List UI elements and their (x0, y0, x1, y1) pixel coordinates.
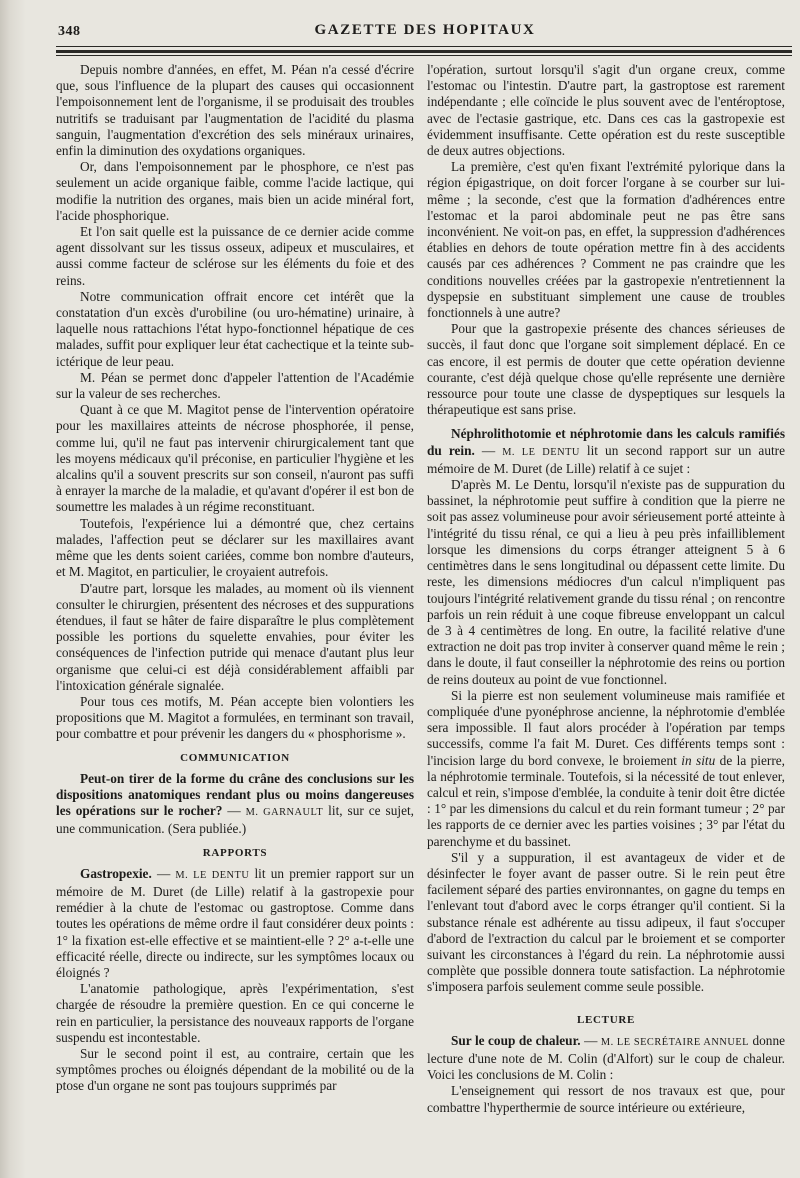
paragraph (427, 688, 785, 850)
gastropexie-paragraph (56, 866, 414, 981)
paragraph: L'enseignement qui ressort de nos travaux est que, pour combattre l'hyperthermie de source intérieure ou extérieure, (427, 1083, 785, 1115)
paragraph: D'après M. Le Dentu, lorsqu'il n'existe pas de suppuration du bassinet, la néphrotomie peut suffire à condition que la pierre ne soit pas assez volumineuse pour avoir sérieusement porté atteinte à l'intégrité du tissu rénal, ce qui a lieu à peu près infailliblement lorsque les dimensions du corps étranger atteignent 5 à 6 centimètres dans le sens longitudinal ou dépassent cette limite. Du reste, les dimensions médiocres d'un calcul n'impliquent pas toujours l'intégrité relativement grande du tissu rénal ; on rencontre parfois un rein réduit à une coque fibreuse enveloppant un calcul de 3 à 4 centimètres de long. En outre, la facilité relative d'une extraction ne doit pas trop inviter à conserver quand même le rein ; dans le doute, il faut conseiller la néphrotomie des reins ou portion de reins douteux au point de vue fonctionnel. (427, 477, 785, 687)
section-heading-rapports: RAPPORTS (202, 846, 268, 859)
article-lead: Sur le coup de chaleur. (451, 1032, 581, 1048)
paragraph-text: lit, sur ce sujet, une communication. (Sera publiée.) (56, 803, 414, 837)
paragraph-text: lit un second rapport sur un autre mémoire de M. Duret (de Lille) relatif à ce sujet : (427, 442, 785, 476)
section-heading-lecture: LECTURE (576, 1013, 636, 1026)
left-column (56, 62, 414, 1095)
dash: — (222, 803, 246, 819)
paragraph: Et l'on sait quelle est la puissance de ce dernier acide comme agent dissolvant sur les tissus osseux, adipeux et musculaires, et aussi comme facteur de sclérose sur les éléments du foie et des reins. (56, 224, 414, 288)
speaker-name: M. LE DENTU (502, 446, 580, 458)
paragraph-text: de la pierre, la néphrotomie terminale. Toutefois, si la nécessité de tout enlever, calcul et rein, s'impose d'emblée, la conduite à tenir doit être dictée : 1° par les dimensions du calcul et du rein formant tumeur ; 2° par les rapports de ce dernier avec les parties voisines ; 3° par l'état du parenchyme et du bassinet. (427, 752, 785, 849)
paragraph: Toutefois, l'expérience lui a démontré que, chez certains malades, l'affection peut se déclarer sur les maxillaires avant même que les dents soient cariées, comme bon nombre d'auteurs, et M. Magitot, en particulier, le croyaient autrefois. (56, 515, 414, 580)
communication-paragraph (56, 771, 414, 838)
paragraph: Quant à ce que M. Magitot pense de l'intervention opératoire pour les maxillaires atteints de nécrose phosphorée, il pense, comme lui, qu'il ne faut pas intervenir chirurgicalement tant que les moyens médicaux qu'il préconise, en particulier l'hygiène et les alcalins qu'il a souvent prescrits sur son conseil, n'auront pas suffi à enrayer la marche de la maladie, et qu'avant d'opérer il est bon de soumettre les malades à un régime reconstituant. (56, 402, 414, 515)
paragraph: D'autre part, lorsque les malades, au moment où ils viennent consulter le chirurgien, présentent des nécroses et des suppurations étendues, il faut se hâter de faire disparaître le plus complètement possible les portions du squelette envahies, pour éviter les conséquences de l'infection putride qui menace d'autant plus leur organisme que celui-ci est déjà considérablement affaibli par l'intoxication générale signalée. (56, 580, 414, 693)
dash: — (474, 442, 503, 458)
paragraph: Sur le second point il est, au contraire, certain que les symptômes proches ou éloignés dépendant de la mobilité ou de la ptose d'un organe ne sont pas toujours supprimés par (56, 1045, 414, 1094)
speaker-name: M. LE SECRÉTAIRE ANNUEL (600, 1036, 750, 1048)
paragraph-text: lit un premier rapport sur un mémoire de M. Duret (de Lille) relatif à la gastropexie pour remédier à la chute de l'estomac ou gastroptose. Comme dans toutes les opérations de même ordre il faut considérer deux points : 1° la fixation est-elle effective et se maintient-elle ? 2° a-t-elle une efficacité réelle, directe ou indirecte, sur les symptômes locaux ou éloignés ? (56, 865, 414, 980)
continued-paragraph: l'opération, surtout lorsqu'il s'agit d'un organe creux, comme l'estomac ou l'intestin. D'autre part, la gastroptose est rarement indépendante ; elle coïncide le plus souvent avec de l'entéroptose, avec de l'ectasie gastrique, etc. Dans ces cas la gastropexie est évidemment insuffisante. Cette opération est du reste susceptible de deux autres objections. (427, 62, 785, 159)
nephrolithotomie-paragraph (427, 426, 785, 477)
paragraph-text: Si la pierre est non seulement volumineuse mais ramifiée et compliquée d'une pyonéphrose ancienne, la néphrotomie d'emblée sera impossible. Il faut alors procéder à l'opération par temps successifs, comme l'a fait M. Duret. Ces différents temps sont : l'incision large du bord convexe, le broiement (427, 687, 785, 768)
article-lead: Néphrolithotomie et néphrotomie dans les calculs ramifiés du rein. (427, 426, 785, 458)
paragraph: L'anatomie pathologique, après l'expérimentation, s'est chargée de résoudre la première question. En ce qui concerne le rein en particulier, la persistance des nouveaux rapports de l'organe suspendu est incontestable. (56, 981, 414, 1045)
article-lead: Peut-on tirer de la forme du crâne des conclusions sur les dispositions anatomiques rendant plus ou moins dangereuses les opérations sur le rocher? (56, 770, 414, 819)
section-heading-communication: COMMUNICATION (180, 751, 290, 764)
speaker-name: M. LE DENTU (175, 869, 250, 881)
paragraph: Pour que la gastropexie présente des chances sérieuses de succès, il faut donc que l'organe soit simplement déplacé. En ce cas encore, il est permis de douter que cette opération devienne courante, c'est déjà quelque chose qu'elle représente une dernière ressource pour toute une classe de dyspeptiques sur lesquels la thérapeutique est sans prise. (427, 321, 785, 418)
paragraph: La première, c'est qu'en fixant l'extrémité pylorique dans la région épigastrique, on doit forcer l'organe à se courber sur lui-même ; la seconde, c'est que la formation d'adhérences entre l'estomac et la paroi abdominale peut ne pas être sans inconvénient. Ne voit-on pas, en effet, la suppression d'adhérences établies en dehors de toute opération mettre fin à des accidents causés par ces adhérences ? Comment ne pas craindre que les conditions nouvelles créées par la gastropexie n'entretiennent la dyspepsie en substituant simplement une cause de troubles fonctionnels à une autre? (427, 159, 785, 321)
paragraph: Notre communication offrait encore cet intérêt que la constatation d'un excès d'urobiline (ou uro-hématine) urinaire, à laquelle nous rattachions l'état hypo-fonctionnel hépatique de ces malades, suffit pour expliquer leur état cachectique et la teinte sub-ictérique de leur peau. (56, 288, 414, 369)
header-rule-thick (56, 50, 792, 53)
lecture-paragraph (427, 1033, 785, 1084)
speaker-name: M. GARNAULT (245, 807, 324, 819)
article-lead: Gastropexie. (80, 865, 152, 881)
header-rule-top (56, 46, 792, 47)
dash: — (580, 1032, 601, 1048)
paragraph: Or, dans l'empoisonnement par le phosphore, ce n'est pas seulement un acide organique faible, comme l'acide lactique, qui modifie la nutrition des organes, mais bien un acide minéral fort, l'acide phosphorique. (56, 159, 414, 223)
italic-term: in situ (681, 752, 716, 768)
paragraph: Pour tous ces motifs, M. Péan accepte bien volontiers les propositions que M. Magitot a formulées, en terminant son travail, pour combattre et pour prévenir les dangers du « phosphorisme ». (56, 693, 414, 742)
dash: — (151, 865, 176, 881)
paragraph-text: donne lecture d'une note de M. Colin (d'Alfort) sur le coup de chaleur. Voici les conclusions de M. Colin : (427, 1032, 785, 1083)
paragraph: S'il y a suppuration, il est avantageux de vider et de désinfecter le foyer avant de passer outre. Si le rein peut être facilement séparé des parties environnantes, on gagne du temps en l'enlevant tout d'abord avec le corps étranger qu'il contient. Si la substance rénale est adhérente au tissu adipeux, il faut s'occuper d'abord de l'extraction du calcul par le broiement et se comporter suivant les circonstances à l'égard du rein. La néphrotomie aussi complète que possible donnera toute satisfaction. La néphrotomie s'imposera parfois seulement comme seule possible. (427, 849, 785, 995)
right-column (427, 62, 785, 1116)
page-number: 348 (58, 24, 81, 39)
newspaper-title: GAZETTE DES HOPITAUX (314, 22, 536, 38)
paragraph: Depuis nombre d'années, en effet, M. Péan n'a cessé d'écrire que, sous l'influence de la plupart des causes qui occasionnent l'empoisonnement lent de l'organisme, il se produisait des troubles nutritifs se traduisant par l'augmentation de l'acidité du plasma sanguin, l'augmentation d'excrétion des sels minéraux urinaires, enfin la diminution des oxydations organiques. (56, 62, 414, 159)
header-rule-bottom (56, 55, 792, 56)
paragraph: M. Péan se permet donc d'appeler l'attention de l'Académie sur la valeur de ses recherches. (56, 369, 414, 402)
